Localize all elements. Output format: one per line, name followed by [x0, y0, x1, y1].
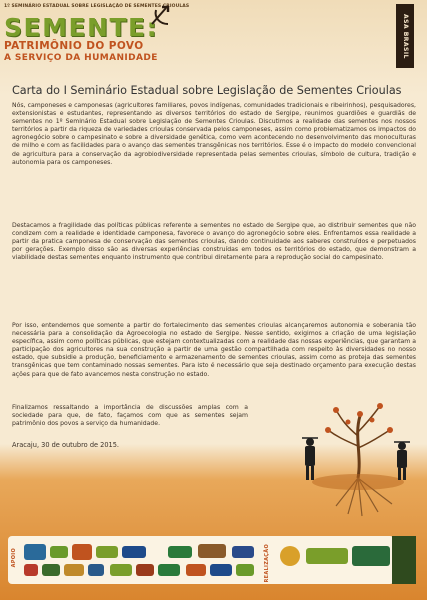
farmers-planting-tree-illustration	[296, 396, 422, 526]
partner-logo-embrapa	[168, 546, 192, 558]
logo-title: SEMENTE:	[4, 13, 159, 42]
partner-logo-asa	[24, 544, 46, 560]
asa-badge: ASA BRASIL	[396, 4, 414, 68]
partner-logo-row2-7	[158, 564, 180, 576]
hoe-and-sickle-icon	[148, 4, 172, 28]
logo-subtitle-line2: A SERVIÇO DA HUMANIDADE	[4, 53, 158, 63]
realizacao-logo-agroecologia	[306, 548, 348, 564]
header	[0, 0, 427, 78]
partner-logo-row2-9	[210, 564, 232, 576]
partner-logo-sementes	[96, 546, 118, 558]
logo-subtitle-line1: PATRIMÔNIO DO POVO	[4, 40, 144, 52]
realizacao-logo-seal	[280, 546, 300, 566]
partner-logo-row2-6	[136, 564, 154, 576]
partner-logo-ptrs	[50, 546, 68, 558]
partner-logo-row2-5	[110, 564, 132, 576]
partner-logo-row2-1	[24, 564, 38, 576]
paragraph-4: Finalizamos ressaltando a importância de discussões amplas com a sociedade para que, de fato, façamos com que as sementes sejam patrimônio dos povos a serviço da humanidade.	[12, 404, 248, 428]
partner-logo-row2-10	[236, 564, 254, 576]
partner-logo-capes	[122, 546, 146, 558]
partner-logo-row2-8	[186, 564, 206, 576]
partner-logo-nadea	[72, 544, 92, 560]
partner-logo-mda	[232, 546, 254, 558]
paragraph-3: Por isso, entendemos que somente a partir do fortalecimento das sementes crioulas alcançaremos autonomia e soberania tão necessária para a consolidação da Agroecologia no estado de Sergipe. Nesse sentido, exigimos a criação de uma legislação específica, assim como políticas públicas, que estejam contextualizadas com a realidade das nossas experiências, que garantam a participação dos agricultores na sua construção a partir de uma gestão compartilhada com respeito às diversidades no nosso estado, que subsidie a produção, beneficiamento e armazenamento de sementes crioulas, assim como as proteja das sementes transgênicas que tem contaminado nossas sementes. Para isto é necessário que seja destinado orçamento para execução destas ações para que de fato avancemos nesta construção no estado.	[12, 322, 416, 378]
event-tagline: 1º SEMINÁRIO ESTADUAL SOBRE LEGISLAÇÃO DE SEMENTES CRIOULAS	[4, 4, 190, 9]
footer-right-badge	[392, 536, 416, 584]
apoio-label: APOIO	[11, 548, 17, 568]
paragraph-2: Destacamos a fragilidade das políticas públicas referente a sementes no estado de Sergipe que, ao distribuir sementes que não condizem com a realidade e identidade camponesa, favorece o avanço do agronegócio sobre eles. Enfrentamos essa realidade a partir da pratica camponesa de conservação das sementes crioulas, dando continuidade aos saberes construídos e perpetuados por gerações. Exemplo disso são as diversas experiências construídas em todos os territórios do estado, que demonstram a viabilidade destas sementes enquanto instrumento que contribui diretamente para a reprodução social do campesinato.	[12, 222, 416, 262]
signoff-date: Aracaju, 30 de outubro de 2015.	[12, 441, 120, 449]
realizacao-logo-rede	[352, 546, 390, 566]
partner-logo-row2-4	[88, 564, 104, 576]
document-title: Carta do I Seminário Estadual sobre Legislação de Sementes Crioulas	[12, 84, 402, 97]
partner-logo-asa-brasil	[198, 544, 226, 558]
partner-logo-row2-3	[64, 564, 84, 576]
partner-logo-row2-2	[42, 564, 60, 576]
realizacao-label: REALIZAÇÃO	[264, 544, 270, 583]
paragraph-1: Nós, camponeses e camponesas (agricultores familiares, povos indígenas, comunidades tradicionais e ribeirinhos), pesquisadores, extensionistas e estudantes, representando as diversos territórios do estado de Sergipe, reunimos guardiões e guardiãs de sementes no 1º Seminário Estadual sobre Legislação de Sementes Crioulas. Discutimos a realidade das sementes nos nossos territórios a partir da riqueza de variedades crioulas conservada pelos camponeses, assim como problematizamos os impactos do agronegócio sobre o campesinato e sobre a diversidade genética, como vem acontecendo no desenvolvimento das monoculturas de milho e com as facilidades para o avanço das sementes transgênicas nos territórios. Esse é o impacto do modelo convencional de agricultura para a conservação da agrobiodiversidade representada pelas sementes crioulas, símbolo de cultura, tradição e autonomia para os camponeses.	[12, 102, 416, 166]
